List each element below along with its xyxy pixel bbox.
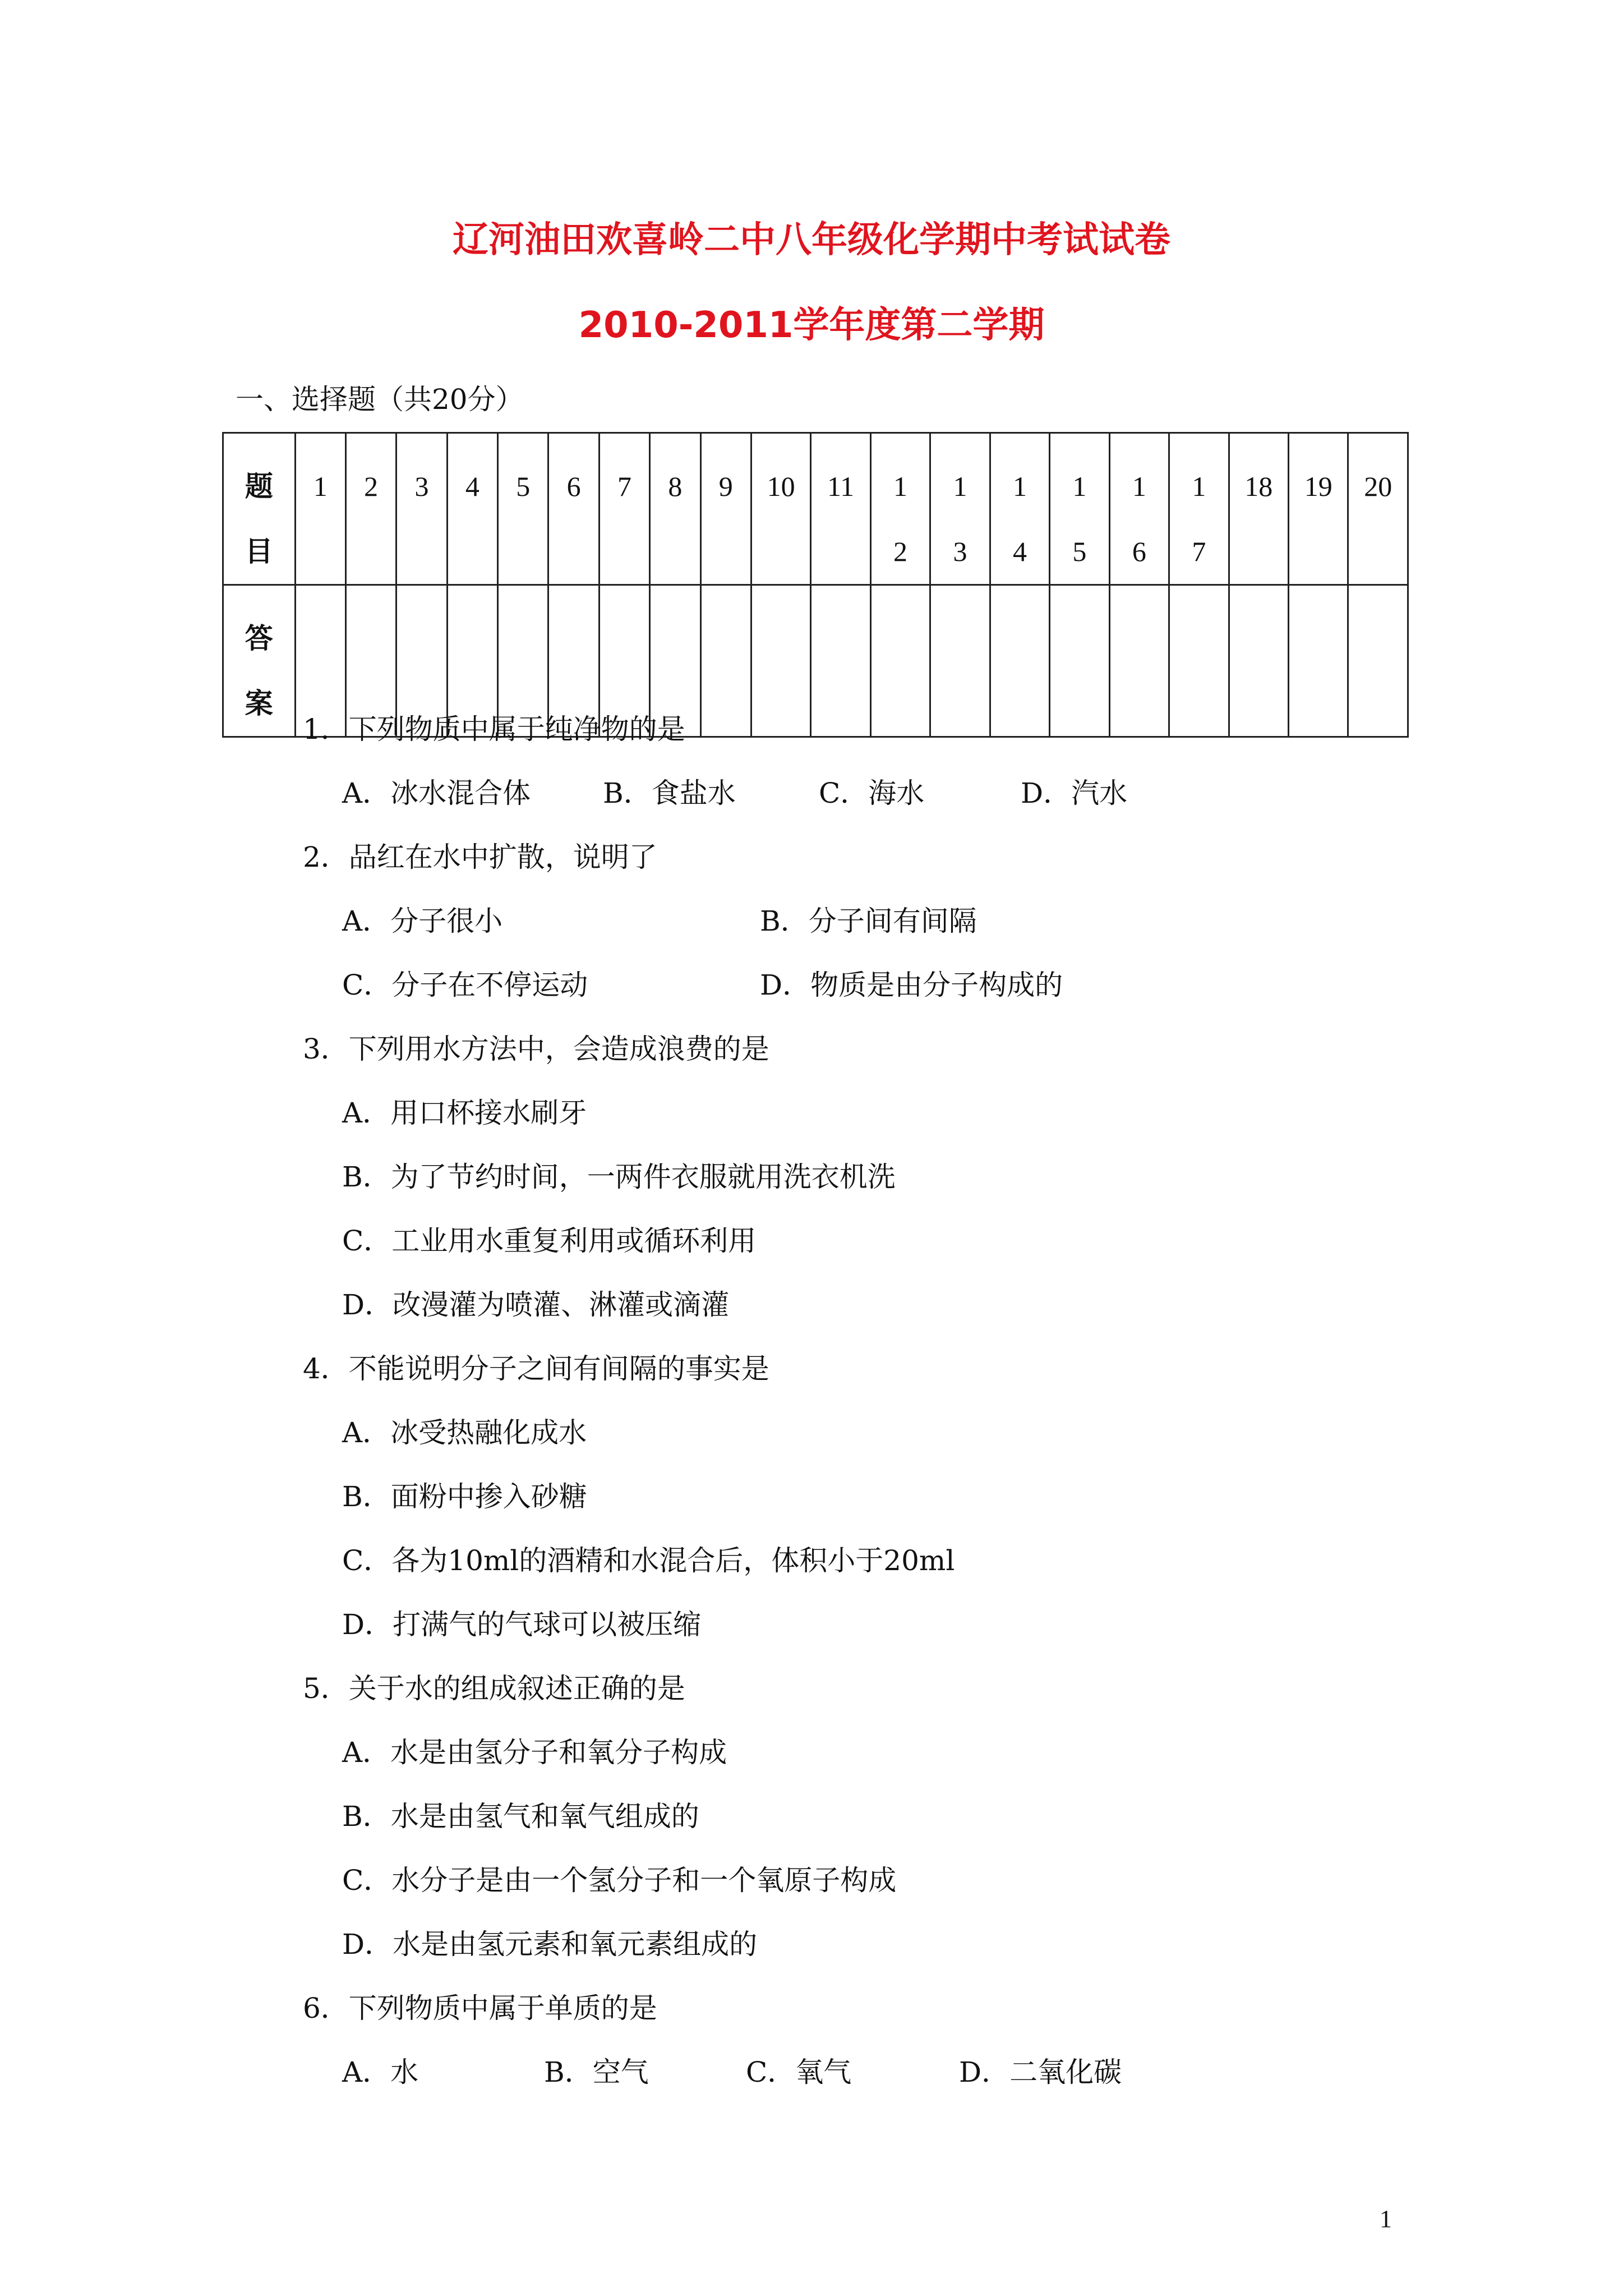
question-number: 5 (516, 471, 531, 502)
answer-option[interactable]: B．食盐水 (603, 777, 736, 809)
question-number-cell (930, 433, 990, 585)
question-number-cell (295, 433, 345, 585)
question-number: 1 6 (1132, 471, 1146, 567)
question-number: 9 (718, 471, 733, 502)
answer-cell[interactable] (811, 585, 870, 737)
question-stem: 2．品红在水中扩散，说明了 (303, 841, 657, 873)
page-title: 辽河油田欢喜岭二中八年级化学期中考试试卷 (453, 219, 1170, 261)
question-number-cell (1050, 433, 1109, 585)
question-stem: 6．下列物质中属于单质的是 (303, 1992, 657, 2024)
header-char: 目 (245, 535, 273, 568)
answer-option[interactable]: A．水 (342, 2056, 419, 2088)
answer-option[interactable]: D．汽水 (1021, 777, 1128, 809)
question-stem: 1．下列物质中属于纯净物的是 (303, 713, 685, 746)
answer-cell[interactable] (1050, 585, 1109, 737)
answer-cell[interactable] (1169, 585, 1229, 737)
answer-option[interactable]: B．水是由氢气和氧气组成的 (342, 1800, 699, 1833)
question-number-cell (1289, 433, 1348, 585)
answer-option[interactable]: D．打满气的气球可以被压缩 (342, 1608, 702, 1641)
question-number-cell (599, 433, 649, 585)
question-stem: 4．不能说明分子之间有间隔的事实是 (303, 1352, 769, 1385)
question-number: 1 5 (1072, 471, 1087, 567)
question-number: 1 3 (953, 471, 967, 567)
question-number: 20 (1364, 471, 1393, 502)
answer-option[interactable]: C．工业用水重复利用或循环利用 (342, 1225, 757, 1257)
question-stem: 3．下列用水方法中，会造成浪费的是 (303, 1033, 769, 1065)
answer-option[interactable]: D．水是由氢元素和氧元素组成的 (342, 1928, 758, 1961)
answer-cell[interactable] (1229, 585, 1288, 737)
question-number: 1 (313, 471, 328, 502)
question-number: 2 (364, 471, 379, 502)
answer-cell[interactable] (751, 585, 810, 737)
question-number-cell (1169, 433, 1229, 585)
question-number: 7 (617, 471, 631, 502)
answer-cell[interactable] (1348, 585, 1408, 737)
question-number: 1 7 (1192, 471, 1206, 567)
answer-option[interactable]: D．改漫灌为喷灌、淋灌或滴灌 (342, 1289, 730, 1321)
question-number: 10 (767, 471, 795, 502)
answer-option[interactable]: A．水是由氢分子和氧分子构成 (342, 1736, 727, 1769)
question-number: 18 (1244, 471, 1273, 502)
row-header-question (223, 433, 296, 585)
question-number-cell (990, 433, 1049, 585)
answer-option[interactable]: D．物质是由分子构成的 (760, 969, 1063, 1001)
question-number: 1 2 (893, 471, 908, 567)
answer-option[interactable]: D．二氧化碳 (959, 2056, 1122, 2088)
question-number-cell (700, 433, 751, 585)
question-number-cell (1229, 433, 1288, 585)
answer-cell[interactable] (1289, 585, 1348, 737)
question-number-cell (811, 433, 870, 585)
question-number: 1 4 (1012, 471, 1027, 567)
answer-option[interactable]: B．空气 (544, 2056, 649, 2088)
header-char: 案 (245, 687, 273, 720)
question-number-cell (751, 433, 810, 585)
answer-cell[interactable] (930, 585, 990, 737)
question-number-cell (396, 433, 447, 585)
answer-option[interactable]: B．分子间有间隔 (760, 905, 977, 937)
question-number-cell (870, 433, 930, 585)
question-number-cell (1348, 433, 1408, 585)
question-number-cell (1109, 433, 1169, 585)
answer-cell[interactable] (700, 585, 751, 737)
answer-cell[interactable] (1109, 585, 1169, 737)
question-number: 8 (668, 471, 683, 502)
question-number-cell (447, 433, 497, 585)
question-number-cell (345, 433, 396, 585)
header-char: 答 (245, 622, 273, 655)
question-number: 3 (414, 471, 429, 502)
row-header-answer (223, 585, 296, 737)
answer-cell[interactable] (870, 585, 930, 737)
answer-option[interactable]: A．冰水混合体 (342, 777, 531, 809)
question-number: 6 (566, 471, 581, 502)
answer-option[interactable]: A．用口杯接水刷牙 (342, 1097, 587, 1129)
answer-option[interactable]: C．分子在不停运动 (342, 969, 588, 1001)
answer-option[interactable]: A．分子很小 (342, 905, 503, 937)
section-heading: 一、选择题（共20分） (236, 383, 524, 416)
question-number: 4 (465, 471, 479, 502)
question-number: 11 (827, 471, 855, 502)
answer-table (222, 432, 1409, 738)
page-subtitle: 2010-2011学年度第二学期 (578, 305, 1045, 346)
question-number-cell (548, 433, 599, 585)
header-char: 题 (245, 470, 273, 503)
answer-option[interactable]: C．海水 (819, 777, 925, 809)
question-stem: 5．关于水的组成叙述正确的是 (303, 1672, 685, 1705)
page-number: 1 (1380, 2205, 1392, 2233)
answer-option[interactable]: C．各为10ml的酒精和水混合后，体积小于20ml (342, 1544, 955, 1577)
answer-cell[interactable] (990, 585, 1049, 737)
question-number-cell (498, 433, 548, 585)
question-number: 19 (1304, 471, 1332, 502)
question-number-cell (650, 433, 700, 585)
answer-option[interactable]: C．水分子是由一个氢分子和一个氧原子构成 (342, 1864, 897, 1897)
answer-option[interactable]: B．为了节约时间，一两件衣服就用洗衣机洗 (342, 1161, 896, 1193)
answer-option[interactable]: C．氧气 (746, 2056, 852, 2088)
answer-option[interactable]: B．面粉中掺入砂糖 (342, 1480, 587, 1513)
answer-option[interactable]: A．冰受热融化成水 (342, 1416, 587, 1449)
